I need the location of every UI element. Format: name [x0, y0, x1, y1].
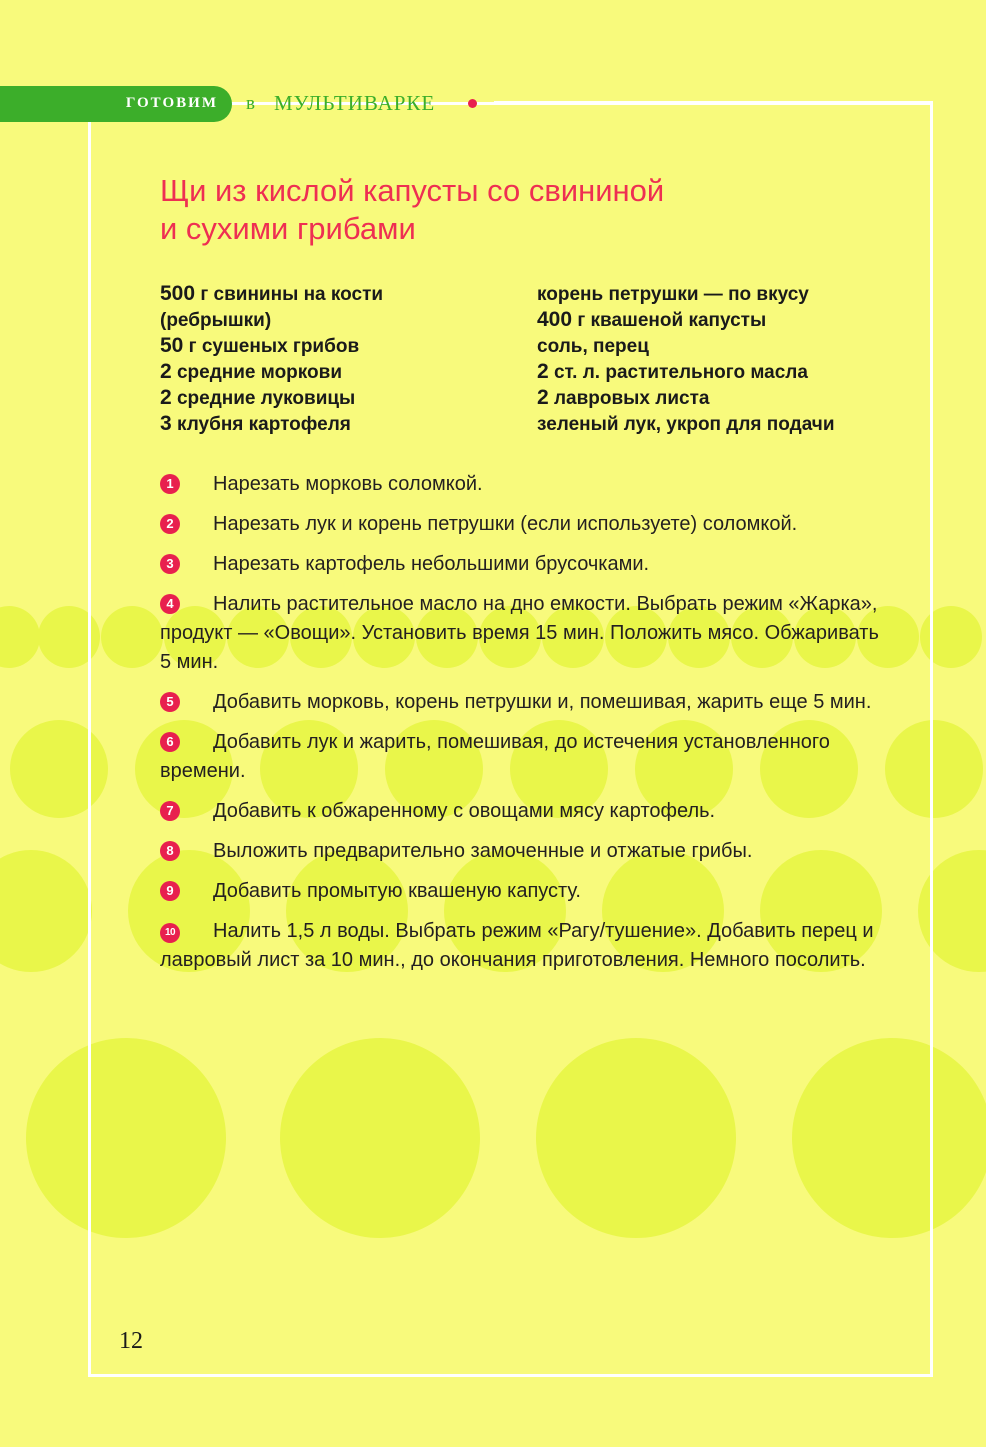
recipe-steps	[160, 470, 880, 986]
step-item	[160, 728, 880, 786]
step-item	[160, 510, 880, 539]
step-number-badge: 8	[160, 841, 180, 861]
ingredients-left	[160, 281, 383, 437]
ingredients-right	[537, 281, 835, 437]
ingredient-item: 400 г квашеной капусты	[537, 308, 767, 331]
header-connector: в	[246, 93, 255, 114]
step-item	[160, 877, 880, 906]
step-number-badge: 1	[160, 474, 180, 494]
header-rule	[494, 101, 933, 104]
ingredient-item: корень петрушки — по вкусу	[537, 284, 809, 305]
ingredient-item: 2 средние моркови	[160, 360, 343, 383]
ingredient-item: (ребрышки)	[160, 310, 272, 331]
ingredient-item: 2 лавровых листа	[537, 386, 710, 409]
step-text: Нарезать картофель небольшими брусочками.	[213, 553, 650, 575]
page-number: 12	[119, 1328, 143, 1354]
step-text: Нарезать морковь соломкой.	[213, 473, 483, 495]
ingredient-item: зеленый лук, укроп для подачи	[537, 414, 835, 435]
step-item	[160, 797, 880, 826]
recipe-title-line2: и сухими грибами	[160, 211, 416, 246]
recipe-title	[160, 172, 664, 248]
step-item	[160, 470, 880, 499]
ingredient-item: 2 ст. л. растительного масла	[537, 360, 808, 383]
ingredient-item: 3 клубня картофеля	[160, 412, 351, 435]
step-text: Добавить морковь, корень петрушки и, помешивая, жарить еще 5 мин.	[213, 691, 872, 713]
header-title: МУЛЬТИВАРКЕ	[274, 91, 436, 115]
header-dot-icon	[468, 99, 477, 108]
step-text: Добавить промытую квашеную капусту.	[213, 880, 581, 902]
bg-circle	[0, 606, 40, 668]
step-text: Нарезать лук и корень петрушки (если используете) соломкой.	[213, 513, 798, 535]
step-number-badge: 2	[160, 514, 180, 534]
step-item	[160, 837, 880, 866]
step-number-badge: 7	[160, 801, 180, 821]
step-text: Налить растительное масло на дно емкости. Выбрать режим «Жарка», продукт — «Овощи». Установить время 15 мин. Положить мясо. Обжаривать 5 мин.	[160, 593, 879, 673]
step-item	[160, 688, 880, 717]
step-item	[160, 550, 880, 579]
step-text: Налить 1,5 л воды. Выбрать режим «Рагу/тушение». Добавить перец и лавровый лист за 10 мин., до окончания приготовления. Немного посолить.	[160, 920, 874, 971]
step-item	[160, 917, 880, 975]
recipe-title-line1: Щи из кислой капусты со свининой	[160, 173, 665, 208]
step-number-badge: 6	[160, 732, 180, 752]
ingredient-item: соль, перец	[537, 336, 649, 357]
bg-circle	[0, 850, 92, 972]
ingredient-item: 500 г свинины на кости	[160, 282, 384, 305]
header-badge	[0, 86, 232, 122]
ingredient-item: 2 средние луковицы	[160, 386, 356, 409]
step-number-badge: 4	[160, 594, 180, 614]
step-number-badge: 10	[160, 923, 180, 943]
step-item	[160, 590, 880, 677]
step-text: Выложить предварительно замоченные и отжатые грибы.	[213, 840, 753, 862]
step-number-badge: 3	[160, 554, 180, 574]
ingredient-item: 50 г сушеных грибов	[160, 334, 360, 357]
step-number-badge: 9	[160, 881, 180, 901]
header-badge-label: ГОТОВИМ	[125, 95, 218, 111]
step-text: Добавить лук и жарить, помешивая, до истечения установленного времени.	[160, 731, 830, 782]
step-number-badge: 5	[160, 692, 180, 712]
step-text: Добавить к обжаренному с овощами мясу картофель.	[213, 800, 716, 822]
